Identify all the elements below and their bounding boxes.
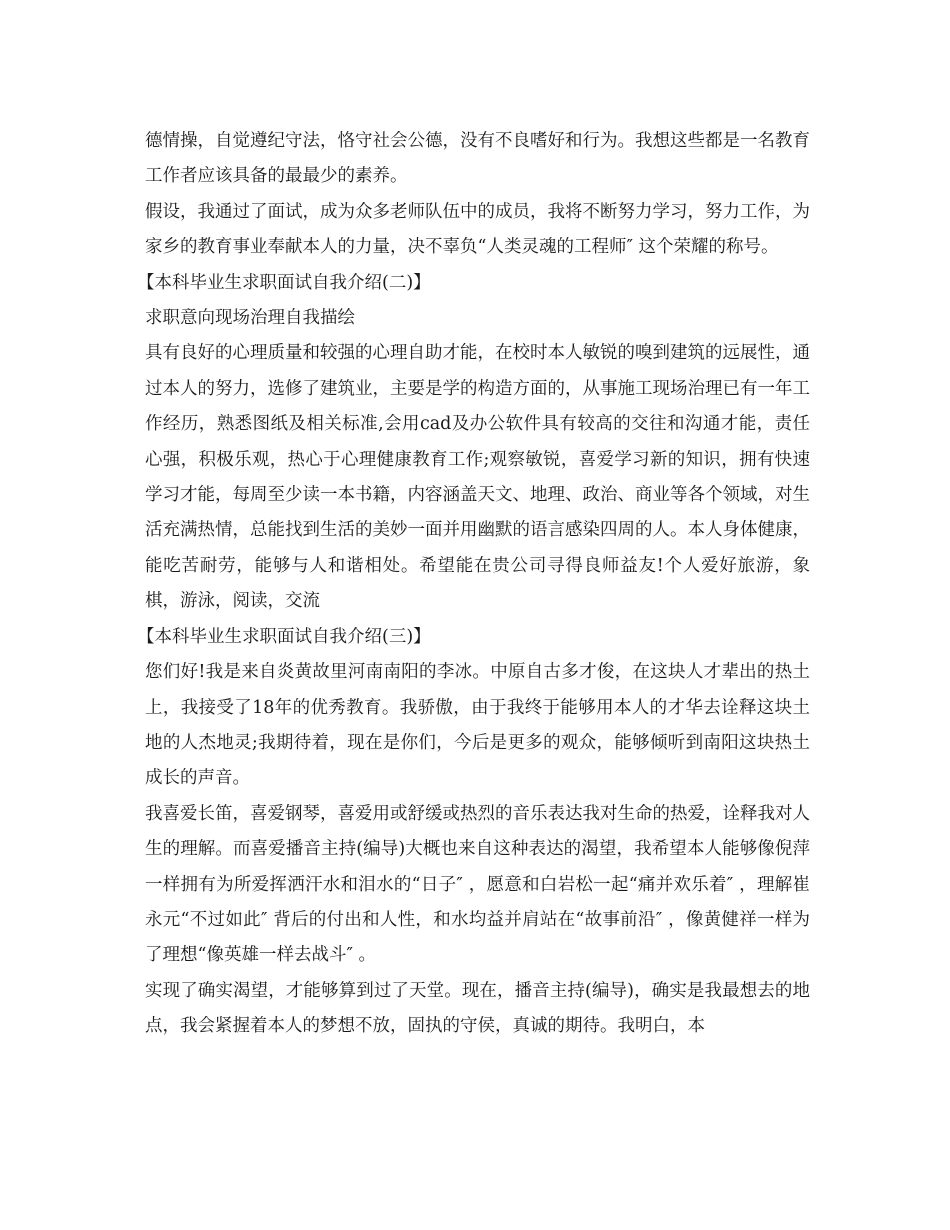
paragraph-self-description: 具有良好的心理质量和较强的心理自助才能，在校时本人敏锐的嗅到建筑的远展性，通过本人的努力，选修了建筑业，主要是学的构造方面的，从事施工现场治理已有一年工作经历，熟悉图纸及相关标准,会用cad及办公软件具有较高的交往和沟通才能，责任心强，积极乐观，热心于心理健康教育工作;观察敏锐，喜爱学习新的知识，拥有快速学习才能，每周至少读一本书籍，内容涵盖天文、地理、政治、商业等各个领域，对生活充满热情，总能找到生活的美妙一面并用幽默的语言感染四周的人。本人身体健康，能吃苦耐劳，能够与人和谐相处。希望能在贵公司寻得良师益友!个人爱好旅游，象棋，游泳，阅读，交流	[145, 343, 810, 612]
section-heading-2: 【本科毕业生求职面试自我介绍(二)】	[137, 272, 431, 293]
section-subtitle-job-intention: 求职意向现场治理自我描绘	[145, 308, 355, 329]
document-body	[137, 124, 810, 1045]
paragraph-hobbies: 我喜爱长笛，喜爱钢琴，喜爱用或舒缓或热烈的音乐表达我对生命的热爱，诠释我对人生的理解。而喜爱播音主持(编导)大概也来自这种表达的渴望，我希望本人能够像倪萍一样拥有为所爱挥洒汗水和泪水的“日子″ ，愿意和白岩松一起“痛并欢乐着″ ，理解崔永元“不过如此″ 背后的付出和人性，和水均益并肩站在“故事前沿″ ，像黄健祥一样为了理想“像英雄一样去战斗″ 。	[145, 803, 810, 966]
paragraph-interview-pledge: 假设，我通过了面试，成为众多老师队伍中的成员，我将不断努力学习，努力工作，为家乡的教育事业奉献本人的力量，决不辜负“人类灵魂的工程师″ 这个荣耀的称号。	[145, 201, 810, 258]
paragraph-greeting: 您们好!我是来自炎黄故里河南南阳的李冰。中原自古多才俊，在这块人才辈出的热土上，我接受了18年的优秀教育。我骄傲，由于我终于能够用本人的才华去诠释这块土地的人杰地灵;我期待着，现在是你们，今后是更多的观众，能够倾听到南阳这块热土成长的声音。	[145, 662, 810, 789]
section-heading-3: 【本科毕业生求职面试自我介绍(三)】	[137, 626, 431, 647]
paragraph-aspiration: 实现了确实渴望，才能够算到过了天堂。现在，播音主持(编导)，确实是我最想去的地点，我会紧握着本人的梦想不放，固执的守侯，真诚的期待。我明白，本	[145, 980, 810, 1037]
paragraph-moral-conduct: 德情操，自觉遵纪守法，恪守社会公德，没有不良嗜好和行为。我想这些都是一名教育工作者应该具备的最最少的素养。	[145, 131, 810, 187]
